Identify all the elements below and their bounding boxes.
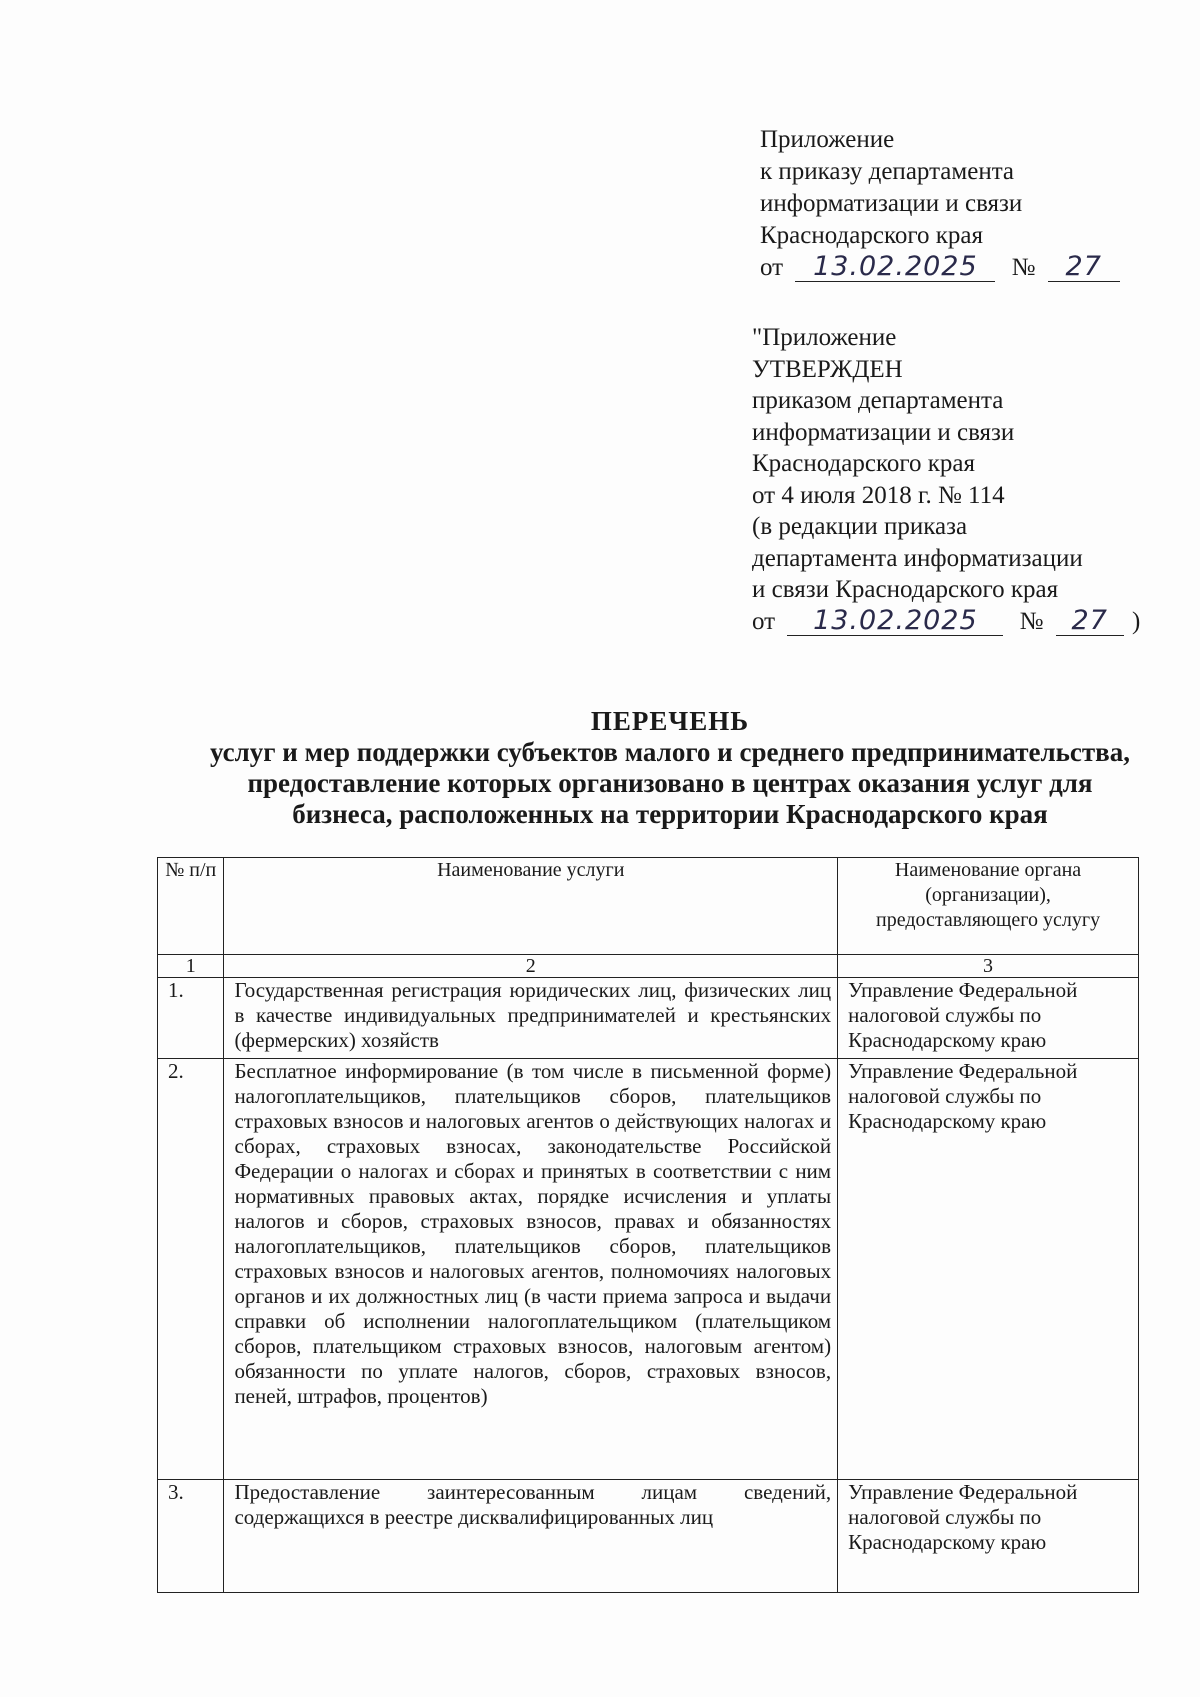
- index-cell: 1: [158, 955, 224, 978]
- closing-parenthesis: ): [1131, 607, 1141, 635]
- row-service: Предоставление заинтересованным лицам сведений, содержащихся в реестре дисквалифицированных лиц: [224, 1480, 838, 1593]
- row-number: 2.: [158, 1059, 224, 1480]
- handwritten-date: 13.02.2025: [795, 253, 995, 282]
- number-sign: №: [1011, 254, 1036, 281]
- header-org: Наименование органа (организации), предоставляющего услугу: [838, 858, 1139, 955]
- attachment-date-line: [760, 252, 1120, 284]
- date-prefix: от: [752, 607, 776, 635]
- approval-line: Краснодарского края: [752, 450, 975, 477]
- row-org: Управление Федеральной налоговой службы по Краснодарскому краю: [838, 978, 1139, 1059]
- row-org: Управление Федеральной налоговой службы по Краснодарскому краю: [838, 1059, 1139, 1480]
- row-number: 3.: [158, 1480, 224, 1593]
- date-prefix: от: [760, 254, 784, 281]
- attachment-line: к приказу департамента: [760, 158, 1015, 185]
- approval-line: и связи Краснодарского края: [752, 576, 1059, 603]
- table-index-row: [158, 955, 1139, 978]
- document-title: [170, 706, 1170, 830]
- row-service: Государственная регистрация юридических лиц, физических лиц в качестве индивидуальных предпринимателей и крестьянских (фермерских) хозяйств: [224, 978, 838, 1059]
- handwritten-number: 27: [1056, 607, 1124, 636]
- title-subline: бизнеса, расположенных на территории Краснодарского края: [292, 799, 1048, 829]
- table-row: [158, 1480, 1139, 1593]
- handwritten-date: 13.02.2025: [787, 607, 1003, 636]
- approval-line: (в редакции приказа: [752, 513, 968, 540]
- attachment-line: Приложение: [760, 126, 895, 153]
- table-row: [158, 978, 1139, 1059]
- attachment-line: информатизации и связи: [760, 190, 1023, 217]
- approval-line: от 4 июля 2018 г. № 114: [752, 481, 1005, 509]
- index-cell: 3: [838, 955, 1139, 978]
- title-subline: предоставление которых организовано в центрах оказания услуг для: [247, 768, 1093, 798]
- index-cell: 2: [224, 955, 838, 978]
- row-org: Управление Федеральной налоговой службы по Краснодарскому краю: [838, 1480, 1139, 1593]
- handwritten-number: 27: [1048, 253, 1120, 282]
- title-subline: услуг и мер поддержки субъектов малого и среднего предпринимательства,: [209, 737, 1130, 767]
- approval-line: информатизации и связи: [752, 418, 1015, 446]
- header-service: Наименование услуги: [224, 858, 838, 955]
- approval-line: приказом департамента: [752, 387, 1004, 414]
- approval-date-line: [752, 606, 1140, 638]
- approval-line: УТВЕРЖДЕН: [752, 355, 903, 383]
- approval-line: "Приложение: [752, 324, 897, 351]
- services-table: [157, 857, 1139, 1593]
- approval-line: департамента информатизации: [752, 544, 1083, 572]
- number-sign: №: [1019, 607, 1044, 635]
- attachment-block: [760, 124, 1120, 284]
- approval-block: [752, 322, 1140, 637]
- table-header-row: [158, 858, 1139, 955]
- attachment-line: Краснодарского края: [760, 222, 983, 249]
- title-main: ПЕРЕЧЕНЬ: [590, 706, 750, 736]
- row-service: Бесплатное информирование (в том числе в письменной форме) налогоплательщиков, плательщиков сборов, плательщиков страховых взносов и налоговых агентов о действующих налогах и сборах, страховых взносах, законодательстве Российской Федерации о налогах и сборах и принятых в соответствии с ним нормативных правовых актах, порядке исчисления и уплаты налогов и сборов, страховых взносов, правах и обязанностях налогоплательщиков, плательщиков сборов, плательщиков страховых взносов и налоговых агентов, полномочиях налоговых органов и их должностных лиц (в части приема запроса и выдачи справки об исполнении налогоплательщиком (плательщиком сборов, плательщиком страховых взносов, налоговым агентом) обязанности по уплате налогов, сборов, страховых взносов, пеней, штрафов, процентов): [224, 1059, 838, 1480]
- row-number: 1.: [158, 978, 224, 1059]
- header-num: № п/п: [158, 858, 224, 955]
- table-row: [158, 1059, 1139, 1480]
